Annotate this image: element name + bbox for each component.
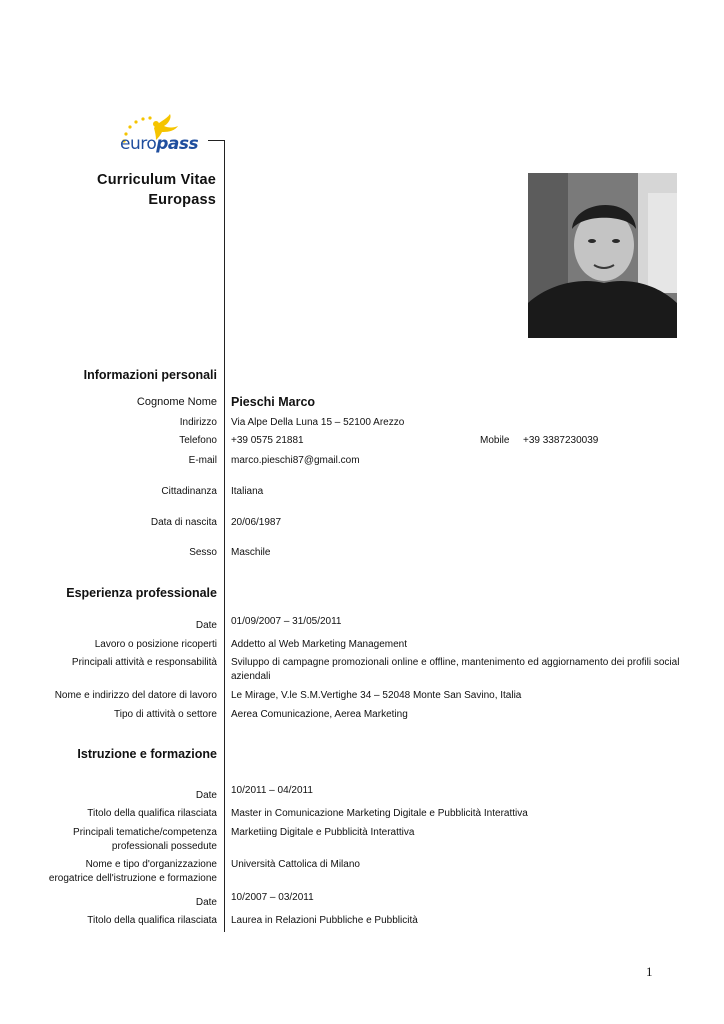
edu-qual2-label: Titolo della qualifica rilasciata <box>87 915 217 926</box>
phone-label: Telefono <box>179 435 217 446</box>
edu-qual1-label: Titolo della qualifica rilasciata <box>87 808 217 819</box>
cv-title <box>97 170 216 210</box>
citizenship-label: Cittadinanza <box>161 486 217 497</box>
edu-date1-label: Date <box>195 790 217 801</box>
address-value: Via Alpe Della Luna 15 – 52100 Arezzo <box>231 417 405 428</box>
section-experience: Esperienza professionale <box>66 586 217 600</box>
cv-title-line1: Curriculum Vitae <box>97 172 216 188</box>
logo-suffix: pass <box>156 134 199 154</box>
exp-activities-value: Sviluppo di campagne promozionali online e offline, mantenimento ed aggiornamento dei profili social aziendali <box>231 657 680 682</box>
europass-wordmark <box>120 134 198 154</box>
logo-prefix: euro <box>120 134 157 154</box>
phone-value: +39 0575 21881 <box>231 435 304 446</box>
edu-qual2-value: Laurea in Relazioni Pubbliche e Pubblicità <box>231 915 418 926</box>
edu-topics-label-line1: Principali tematiche/competenza <box>73 827 217 838</box>
name-value: Pieschi Marco <box>231 395 316 409</box>
edu-org-value: Università Cattolica di Milano <box>231 859 360 870</box>
exp-sector-label: Tipo di attività o settore <box>113 709 217 720</box>
email-label: E-mail <box>188 455 217 466</box>
birthdate-label: Data di nascita <box>150 517 217 528</box>
email-value[interactable]: marco.pieschi87@gmail.com <box>231 455 360 466</box>
column-divider <box>224 140 225 932</box>
exp-employer-value: Le Mirage, V.le S.M.Vertighe 34 – 52048 Monte San Savino, Italia <box>231 690 522 701</box>
exp-date-label: Date <box>195 620 217 631</box>
portrait-image <box>528 173 677 338</box>
edu-date1-value: 10/2011 – 04/2011 <box>231 785 313 796</box>
exp-sector-value: Aerea Comunicazione, Aerea Marketing <box>231 709 408 720</box>
exp-employer-label: Nome e indirizzo del datore di lavoro <box>54 690 217 701</box>
section-education: Istruzione e formazione <box>77 747 217 761</box>
mobile-label: Mobile <box>480 435 510 446</box>
edu-org-label-line2: erogatrice dell'istruzione e formazione <box>48 873 217 884</box>
exp-job-value: Addetto al Web Marketing Management <box>231 639 408 650</box>
exp-job-label: Lavoro o posizione ricoperti <box>94 639 217 650</box>
edu-org-label-line1: Nome e tipo d'organizzazione <box>85 859 217 870</box>
edu-topics-label-line2: professionali possedute <box>111 841 217 852</box>
sex-label: Sesso <box>189 547 217 558</box>
edu-topics-value: Marketiing Digitale e Pubblicità Interattiva <box>231 827 415 838</box>
edu-date2-label: Date <box>195 897 217 908</box>
edu-org-label <box>49 858 217 886</box>
citizenship-value: Italiana <box>231 486 264 497</box>
edu-qual1-value: Master in Comunicazione Marketing Digitale e Pubblicità Interattiva <box>231 808 528 819</box>
address-label: Indirizzo <box>179 417 217 428</box>
edu-topics-label <box>73 826 217 854</box>
exp-date-value: 01/09/2007 – 31/05/2011 <box>231 616 342 627</box>
mobile-value: +39 3387230039 <box>523 435 599 446</box>
edu-date2-value: 10/2007 – 03/2011 <box>231 892 314 903</box>
sex-value: Maschile <box>231 547 271 558</box>
cv-title-line2: Europass <box>148 192 216 208</box>
header-tick <box>208 140 225 141</box>
europass-logo <box>118 110 208 160</box>
section-personal: Informazioni personali <box>83 368 217 382</box>
profile-photo <box>528 173 677 338</box>
birthdate-value: 20/06/1987 <box>231 517 282 528</box>
page-number: 1 <box>646 964 653 979</box>
exp-activities-label: Principali attività e responsabilità <box>71 657 217 668</box>
name-label: Cognome Nome <box>136 396 217 408</box>
